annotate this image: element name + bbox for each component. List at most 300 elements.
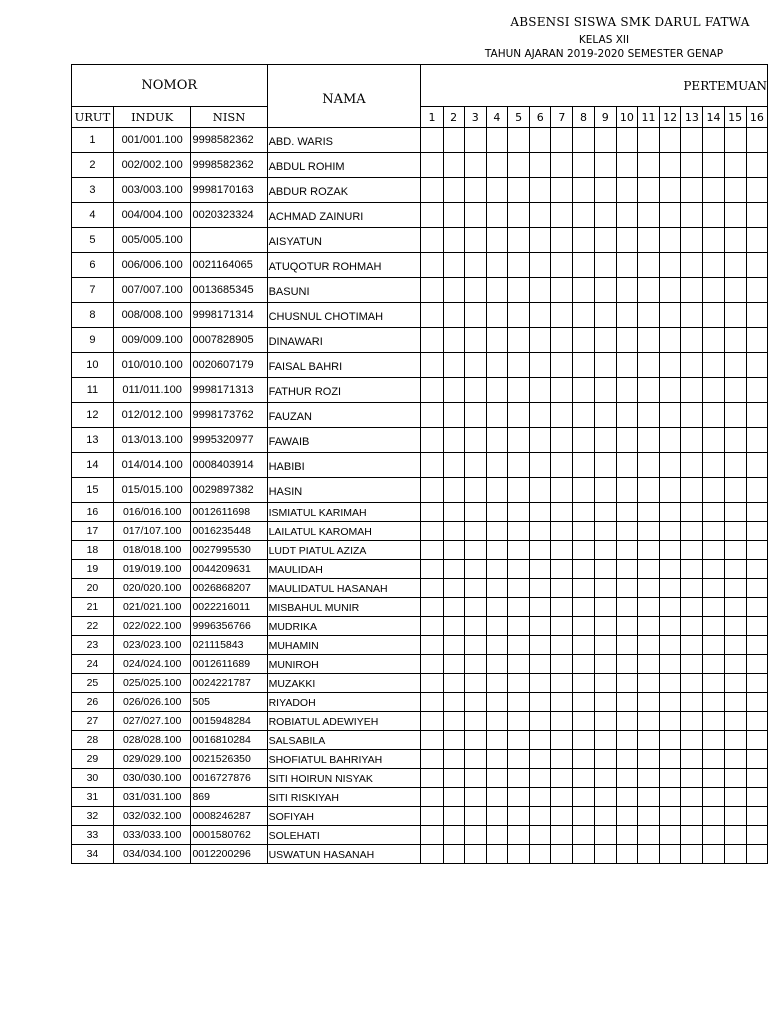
attendance-cell[interactable]	[594, 674, 616, 693]
attendance-cell[interactable]	[507, 153, 529, 178]
attendance-cell[interactable]	[746, 128, 767, 153]
attendance-cell[interactable]	[464, 693, 486, 712]
attendance-cell[interactable]	[443, 353, 464, 378]
attendance-cell[interactable]	[551, 328, 573, 353]
attendance-cell[interactable]	[573, 712, 594, 731]
attendance-cell[interactable]	[530, 750, 551, 769]
attendance-cell[interactable]	[703, 303, 724, 328]
attendance-cell[interactable]	[703, 453, 724, 478]
attendance-cell[interactable]	[746, 541, 767, 560]
attendance-cell[interactable]	[681, 503, 703, 522]
attendance-cell[interactable]	[616, 378, 637, 403]
attendance-cell[interactable]	[703, 278, 724, 303]
attendance-cell[interactable]	[681, 636, 703, 655]
attendance-cell[interactable]	[530, 807, 551, 826]
attendance-cell[interactable]	[464, 328, 486, 353]
attendance-cell[interactable]	[637, 453, 659, 478]
attendance-cell[interactable]	[486, 541, 507, 560]
attendance-cell[interactable]	[660, 303, 681, 328]
attendance-cell[interactable]	[530, 674, 551, 693]
attendance-cell[interactable]	[464, 153, 486, 178]
attendance-cell[interactable]	[616, 845, 637, 864]
attendance-cell[interactable]	[464, 750, 486, 769]
attendance-cell[interactable]	[421, 153, 443, 178]
attendance-cell[interactable]	[594, 478, 616, 503]
attendance-cell[interactable]	[746, 178, 767, 203]
attendance-cell[interactable]	[443, 617, 464, 636]
attendance-cell[interactable]	[530, 541, 551, 560]
attendance-cell[interactable]	[507, 228, 529, 253]
attendance-cell[interactable]	[637, 328, 659, 353]
attendance-cell[interactable]	[681, 328, 703, 353]
attendance-cell[interactable]	[616, 503, 637, 522]
attendance-cell[interactable]	[421, 731, 443, 750]
attendance-cell[interactable]	[443, 541, 464, 560]
attendance-cell[interactable]	[724, 712, 746, 731]
attendance-cell[interactable]	[637, 353, 659, 378]
attendance-cell[interactable]	[443, 560, 464, 579]
attendance-cell[interactable]	[703, 693, 724, 712]
attendance-cell[interactable]	[421, 655, 443, 674]
attendance-cell[interactable]	[507, 353, 529, 378]
attendance-cell[interactable]	[486, 560, 507, 579]
attendance-cell[interactable]	[464, 278, 486, 303]
attendance-cell[interactable]	[724, 617, 746, 636]
attendance-cell[interactable]	[594, 617, 616, 636]
attendance-cell[interactable]	[637, 503, 659, 522]
attendance-cell[interactable]	[746, 353, 767, 378]
attendance-cell[interactable]	[421, 807, 443, 826]
attendance-cell[interactable]	[421, 617, 443, 636]
attendance-cell[interactable]	[616, 579, 637, 598]
attendance-cell[interactable]	[660, 731, 681, 750]
attendance-cell[interactable]	[594, 403, 616, 428]
attendance-cell[interactable]	[551, 228, 573, 253]
attendance-cell[interactable]	[421, 503, 443, 522]
attendance-cell[interactable]	[507, 788, 529, 807]
attendance-cell[interactable]	[703, 750, 724, 769]
attendance-cell[interactable]	[616, 617, 637, 636]
attendance-cell[interactable]	[660, 560, 681, 579]
attendance-cell[interactable]	[464, 769, 486, 788]
attendance-cell[interactable]	[724, 807, 746, 826]
attendance-cell[interactable]	[421, 788, 443, 807]
attendance-cell[interactable]	[421, 278, 443, 303]
attendance-cell[interactable]	[637, 826, 659, 845]
attendance-cell[interactable]	[637, 674, 659, 693]
attendance-cell[interactable]	[724, 636, 746, 655]
attendance-cell[interactable]	[703, 403, 724, 428]
attendance-cell[interactable]	[421, 693, 443, 712]
attendance-cell[interactable]	[486, 826, 507, 845]
attendance-cell[interactable]	[637, 750, 659, 769]
attendance-cell[interactable]	[681, 541, 703, 560]
attendance-cell[interactable]	[530, 203, 551, 228]
attendance-cell[interactable]	[551, 278, 573, 303]
attendance-cell[interactable]	[660, 128, 681, 153]
attendance-cell[interactable]	[616, 731, 637, 750]
attendance-cell[interactable]	[573, 403, 594, 428]
attendance-cell[interactable]	[551, 153, 573, 178]
attendance-cell[interactable]	[746, 845, 767, 864]
attendance-cell[interactable]	[464, 522, 486, 541]
attendance-cell[interactable]	[551, 303, 573, 328]
attendance-cell[interactable]	[594, 769, 616, 788]
attendance-cell[interactable]	[573, 750, 594, 769]
attendance-cell[interactable]	[573, 655, 594, 674]
attendance-cell[interactable]	[724, 674, 746, 693]
attendance-cell[interactable]	[507, 541, 529, 560]
attendance-cell[interactable]	[421, 712, 443, 731]
attendance-cell[interactable]	[573, 428, 594, 453]
attendance-cell[interactable]	[724, 560, 746, 579]
attendance-cell[interactable]	[746, 712, 767, 731]
attendance-cell[interactable]	[530, 353, 551, 378]
attendance-cell[interactable]	[746, 598, 767, 617]
attendance-cell[interactable]	[703, 478, 724, 503]
attendance-cell[interactable]	[464, 731, 486, 750]
attendance-cell[interactable]	[703, 579, 724, 598]
attendance-cell[interactable]	[703, 353, 724, 378]
attendance-cell[interactable]	[507, 560, 529, 579]
attendance-cell[interactable]	[594, 541, 616, 560]
attendance-cell[interactable]	[573, 153, 594, 178]
attendance-cell[interactable]	[421, 826, 443, 845]
attendance-cell[interactable]	[594, 153, 616, 178]
attendance-cell[interactable]	[660, 403, 681, 428]
attendance-cell[interactable]	[681, 712, 703, 731]
attendance-cell[interactable]	[573, 453, 594, 478]
attendance-cell[interactable]	[594, 128, 616, 153]
attendance-cell[interactable]	[746, 788, 767, 807]
attendance-cell[interactable]	[421, 303, 443, 328]
attendance-cell[interactable]	[724, 153, 746, 178]
attendance-cell[interactable]	[703, 153, 724, 178]
attendance-cell[interactable]	[573, 378, 594, 403]
attendance-cell[interactable]	[681, 353, 703, 378]
attendance-cell[interactable]	[551, 128, 573, 153]
attendance-cell[interactable]	[703, 788, 724, 807]
attendance-cell[interactable]	[724, 303, 746, 328]
attendance-cell[interactable]	[443, 788, 464, 807]
attendance-cell[interactable]	[746, 579, 767, 598]
attendance-cell[interactable]	[530, 178, 551, 203]
attendance-cell[interactable]	[530, 503, 551, 522]
attendance-cell[interactable]	[551, 845, 573, 864]
attendance-cell[interactable]	[464, 541, 486, 560]
attendance-cell[interactable]	[724, 228, 746, 253]
attendance-cell[interactable]	[724, 278, 746, 303]
attendance-cell[interactable]	[681, 203, 703, 228]
attendance-cell[interactable]	[724, 128, 746, 153]
attendance-cell[interactable]	[724, 503, 746, 522]
attendance-cell[interactable]	[573, 617, 594, 636]
attendance-cell[interactable]	[573, 788, 594, 807]
attendance-cell[interactable]	[421, 328, 443, 353]
attendance-cell[interactable]	[703, 731, 724, 750]
attendance-cell[interactable]	[660, 378, 681, 403]
attendance-cell[interactable]	[724, 178, 746, 203]
attendance-cell[interactable]	[464, 178, 486, 203]
attendance-cell[interactable]	[703, 541, 724, 560]
attendance-cell[interactable]	[724, 826, 746, 845]
attendance-cell[interactable]	[464, 807, 486, 826]
attendance-cell[interactable]	[551, 826, 573, 845]
attendance-cell[interactable]	[681, 788, 703, 807]
attendance-cell[interactable]	[681, 478, 703, 503]
attendance-cell[interactable]	[594, 826, 616, 845]
attendance-cell[interactable]	[746, 228, 767, 253]
attendance-cell[interactable]	[507, 845, 529, 864]
attendance-cell[interactable]	[637, 478, 659, 503]
attendance-cell[interactable]	[573, 253, 594, 278]
attendance-cell[interactable]	[464, 826, 486, 845]
attendance-cell[interactable]	[486, 750, 507, 769]
attendance-cell[interactable]	[703, 826, 724, 845]
attendance-cell[interactable]	[464, 203, 486, 228]
attendance-cell[interactable]	[594, 378, 616, 403]
attendance-cell[interactable]	[681, 769, 703, 788]
attendance-cell[interactable]	[443, 178, 464, 203]
attendance-cell[interactable]	[724, 579, 746, 598]
attendance-cell[interactable]	[703, 636, 724, 655]
attendance-cell[interactable]	[443, 636, 464, 655]
attendance-cell[interactable]	[530, 636, 551, 655]
attendance-cell[interactable]	[594, 522, 616, 541]
attendance-cell[interactable]	[573, 845, 594, 864]
attendance-cell[interactable]	[530, 228, 551, 253]
attendance-cell[interactable]	[616, 303, 637, 328]
attendance-cell[interactable]	[724, 203, 746, 228]
attendance-cell[interactable]	[703, 228, 724, 253]
attendance-cell[interactable]	[486, 522, 507, 541]
attendance-cell[interactable]	[530, 731, 551, 750]
attendance-cell[interactable]	[724, 253, 746, 278]
attendance-cell[interactable]	[573, 522, 594, 541]
attendance-cell[interactable]	[681, 253, 703, 278]
attendance-cell[interactable]	[443, 453, 464, 478]
attendance-cell[interactable]	[616, 228, 637, 253]
attendance-cell[interactable]	[443, 203, 464, 228]
attendance-cell[interactable]	[660, 203, 681, 228]
attendance-cell[interactable]	[660, 579, 681, 598]
attendance-cell[interactable]	[594, 636, 616, 655]
attendance-cell[interactable]	[724, 353, 746, 378]
attendance-cell[interactable]	[616, 403, 637, 428]
attendance-cell[interactable]	[464, 845, 486, 864]
attendance-cell[interactable]	[530, 788, 551, 807]
attendance-cell[interactable]	[703, 328, 724, 353]
attendance-cell[interactable]	[616, 178, 637, 203]
attendance-cell[interactable]	[551, 598, 573, 617]
attendance-cell[interactable]	[443, 845, 464, 864]
attendance-cell[interactable]	[486, 328, 507, 353]
attendance-cell[interactable]	[746, 453, 767, 478]
attendance-cell[interactable]	[421, 353, 443, 378]
attendance-cell[interactable]	[486, 807, 507, 826]
attendance-cell[interactable]	[443, 503, 464, 522]
attendance-cell[interactable]	[703, 807, 724, 826]
attendance-cell[interactable]	[746, 153, 767, 178]
attendance-cell[interactable]	[660, 712, 681, 731]
attendance-cell[interactable]	[594, 328, 616, 353]
attendance-cell[interactable]	[421, 178, 443, 203]
attendance-cell[interactable]	[637, 153, 659, 178]
attendance-cell[interactable]	[703, 378, 724, 403]
attendance-cell[interactable]	[464, 403, 486, 428]
attendance-cell[interactable]	[594, 303, 616, 328]
attendance-cell[interactable]	[616, 750, 637, 769]
attendance-cell[interactable]	[464, 503, 486, 522]
attendance-cell[interactable]	[486, 203, 507, 228]
attendance-cell[interactable]	[530, 579, 551, 598]
attendance-cell[interactable]	[724, 522, 746, 541]
attendance-cell[interactable]	[530, 278, 551, 303]
attendance-cell[interactable]	[637, 228, 659, 253]
attendance-cell[interactable]	[616, 353, 637, 378]
attendance-cell[interactable]	[551, 503, 573, 522]
attendance-cell[interactable]	[507, 328, 529, 353]
attendance-cell[interactable]	[573, 278, 594, 303]
attendance-cell[interactable]	[724, 598, 746, 617]
attendance-cell[interactable]	[746, 655, 767, 674]
attendance-cell[interactable]	[637, 693, 659, 712]
attendance-cell[interactable]	[616, 693, 637, 712]
attendance-cell[interactable]	[443, 693, 464, 712]
attendance-cell[interactable]	[637, 636, 659, 655]
attendance-cell[interactable]	[681, 153, 703, 178]
attendance-cell[interactable]	[486, 769, 507, 788]
attendance-cell[interactable]	[443, 807, 464, 826]
attendance-cell[interactable]	[464, 617, 486, 636]
attendance-cell[interactable]	[486, 303, 507, 328]
attendance-cell[interactable]	[551, 453, 573, 478]
attendance-cell[interactable]	[660, 845, 681, 864]
attendance-cell[interactable]	[660, 769, 681, 788]
attendance-cell[interactable]	[551, 253, 573, 278]
attendance-cell[interactable]	[507, 750, 529, 769]
attendance-cell[interactable]	[551, 693, 573, 712]
attendance-cell[interactable]	[530, 712, 551, 731]
attendance-cell[interactable]	[660, 617, 681, 636]
attendance-cell[interactable]	[530, 617, 551, 636]
attendance-cell[interactable]	[530, 403, 551, 428]
attendance-cell[interactable]	[443, 522, 464, 541]
attendance-cell[interactable]	[616, 522, 637, 541]
attendance-cell[interactable]	[507, 128, 529, 153]
attendance-cell[interactable]	[486, 636, 507, 655]
attendance-cell[interactable]	[724, 403, 746, 428]
attendance-cell[interactable]	[724, 769, 746, 788]
attendance-cell[interactable]	[616, 128, 637, 153]
attendance-cell[interactable]	[421, 541, 443, 560]
attendance-cell[interactable]	[660, 541, 681, 560]
attendance-cell[interactable]	[746, 253, 767, 278]
attendance-cell[interactable]	[573, 807, 594, 826]
attendance-cell[interactable]	[746, 617, 767, 636]
attendance-cell[interactable]	[724, 328, 746, 353]
attendance-cell[interactable]	[530, 826, 551, 845]
attendance-cell[interactable]	[594, 228, 616, 253]
attendance-cell[interactable]	[486, 478, 507, 503]
attendance-cell[interactable]	[681, 560, 703, 579]
attendance-cell[interactable]	[681, 278, 703, 303]
attendance-cell[interactable]	[681, 178, 703, 203]
attendance-cell[interactable]	[660, 353, 681, 378]
attendance-cell[interactable]	[703, 253, 724, 278]
attendance-cell[interactable]	[681, 617, 703, 636]
attendance-cell[interactable]	[660, 674, 681, 693]
attendance-cell[interactable]	[746, 328, 767, 353]
attendance-cell[interactable]	[530, 253, 551, 278]
attendance-cell[interactable]	[507, 636, 529, 655]
attendance-cell[interactable]	[594, 560, 616, 579]
attendance-cell[interactable]	[551, 478, 573, 503]
attendance-cell[interactable]	[573, 353, 594, 378]
attendance-cell[interactable]	[746, 428, 767, 453]
attendance-cell[interactable]	[616, 598, 637, 617]
attendance-cell[interactable]	[443, 378, 464, 403]
attendance-cell[interactable]	[486, 178, 507, 203]
attendance-cell[interactable]	[464, 598, 486, 617]
attendance-cell[interactable]	[530, 845, 551, 864]
attendance-cell[interactable]	[594, 731, 616, 750]
attendance-cell[interactable]	[637, 128, 659, 153]
attendance-cell[interactable]	[681, 674, 703, 693]
attendance-cell[interactable]	[464, 253, 486, 278]
attendance-cell[interactable]	[724, 693, 746, 712]
attendance-cell[interactable]	[421, 560, 443, 579]
attendance-cell[interactable]	[530, 693, 551, 712]
attendance-cell[interactable]	[616, 769, 637, 788]
attendance-cell[interactable]	[703, 560, 724, 579]
attendance-cell[interactable]	[486, 253, 507, 278]
attendance-cell[interactable]	[507, 598, 529, 617]
attendance-cell[interactable]	[594, 750, 616, 769]
attendance-cell[interactable]	[637, 378, 659, 403]
attendance-cell[interactable]	[594, 655, 616, 674]
attendance-cell[interactable]	[421, 769, 443, 788]
attendance-cell[interactable]	[421, 522, 443, 541]
attendance-cell[interactable]	[703, 845, 724, 864]
attendance-cell[interactable]	[464, 788, 486, 807]
attendance-cell[interactable]	[637, 617, 659, 636]
attendance-cell[interactable]	[660, 228, 681, 253]
attendance-cell[interactable]	[421, 750, 443, 769]
attendance-cell[interactable]	[551, 203, 573, 228]
attendance-cell[interactable]	[530, 328, 551, 353]
attendance-cell[interactable]	[637, 403, 659, 428]
attendance-cell[interactable]	[746, 303, 767, 328]
attendance-cell[interactable]	[486, 278, 507, 303]
attendance-cell[interactable]	[637, 731, 659, 750]
attendance-cell[interactable]	[746, 478, 767, 503]
attendance-cell[interactable]	[551, 428, 573, 453]
attendance-cell[interactable]	[507, 203, 529, 228]
attendance-cell[interactable]	[616, 655, 637, 674]
attendance-cell[interactable]	[573, 579, 594, 598]
attendance-cell[interactable]	[551, 541, 573, 560]
attendance-cell[interactable]	[703, 178, 724, 203]
attendance-cell[interactable]	[443, 769, 464, 788]
attendance-cell[interactable]	[681, 403, 703, 428]
attendance-cell[interactable]	[616, 807, 637, 826]
attendance-cell[interactable]	[421, 453, 443, 478]
attendance-cell[interactable]	[530, 378, 551, 403]
attendance-cell[interactable]	[486, 655, 507, 674]
attendance-cell[interactable]	[681, 826, 703, 845]
attendance-cell[interactable]	[507, 807, 529, 826]
